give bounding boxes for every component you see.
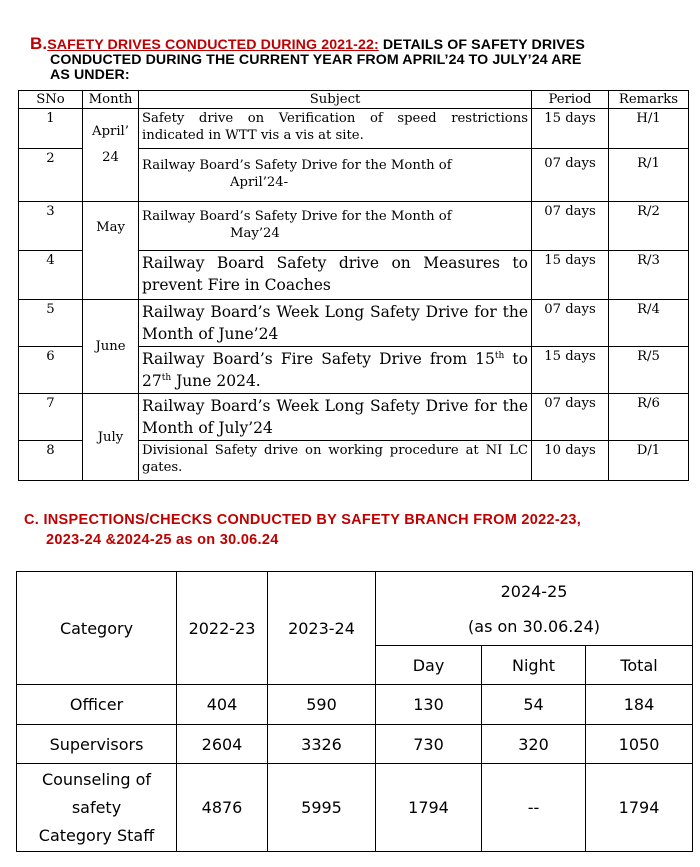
cell-sno: 6 (19, 347, 83, 394)
header-period: Period (532, 91, 609, 109)
subject-part: to 27 (142, 350, 528, 390)
table-row (19, 300, 689, 347)
section-c-title-line1: INSPECTIONS/CHECKS CONDUCTED BY SAFETY BRANCH FROM 2022-23, (39, 512, 582, 528)
table-row (17, 685, 693, 725)
table-row (19, 109, 689, 149)
section-c-title-line2: 2023-24 &2024-25 as on 30.06.24 (46, 532, 279, 548)
table-row (17, 764, 693, 852)
cell-subject: Railway Board’s Week Long Safety Drive for the Month of June’24 (139, 300, 532, 347)
section-b-letter: B. (30, 34, 48, 53)
table-header-row (17, 572, 693, 646)
section-b-title-line3: AS UNDER: (50, 67, 130, 83)
cell-sno: 3 (19, 202, 83, 251)
header-2023-24: 2023-24 (268, 572, 376, 685)
cell-subject (139, 202, 532, 251)
cell-2022-23: 404 (177, 685, 268, 725)
table-header-row (19, 91, 689, 109)
cell-period: 07 days (532, 202, 609, 251)
cell-period: 07 days (532, 300, 609, 347)
subject-part: Railway Board’s Fire Safety Drive from 15 (142, 350, 495, 368)
cell-period: 07 days (532, 394, 609, 441)
subject-sup: th (494, 350, 505, 361)
cell-period: 15 days (532, 109, 609, 149)
cell-period: 10 days (532, 441, 609, 481)
cell-subject: Divisional Safety drive on working procedure at NI LC gates. (139, 441, 532, 481)
section-c-letter: C. (24, 512, 40, 528)
header-2024-25-label: 2024-25 (500, 581, 568, 601)
cell-2022-23: 4876 (177, 764, 268, 852)
cell-period: 07 days (532, 149, 609, 202)
cell-remarks: R/3 (609, 251, 689, 300)
section-b-title-red: SAFETY DRIVES CONDUCTED DURING 2021-22: (47, 37, 379, 53)
cell-period: 15 days (532, 251, 609, 300)
cell-sno: 4 (19, 251, 83, 300)
header-as-on: (as on 30.06.24) (468, 616, 600, 636)
cell-2023-24: 3326 (268, 725, 376, 764)
cell-remarks: R/4 (609, 300, 689, 347)
cell-subject: Railway Board’s Week Long Safety Drive for the Month of July’24 (139, 394, 532, 441)
header-night: Night (482, 646, 586, 685)
header-total: Total (586, 646, 693, 685)
table-row (19, 149, 689, 202)
subject-sup: th (161, 372, 172, 383)
cell-category: Officer (17, 685, 177, 725)
cell-sno: 5 (19, 300, 83, 347)
subject-line: May’24 (230, 226, 280, 241)
subject-part: June 2024. (171, 372, 261, 390)
cell-remarks: H/1 (609, 109, 689, 149)
table-row (19, 394, 689, 441)
cell-period: 15 days (532, 347, 609, 394)
cell-month-may (83, 202, 139, 300)
cell-month-june: June (83, 300, 139, 394)
section-c-heading (24, 510, 684, 550)
inspections-table (16, 571, 693, 852)
cell-day: 130 (376, 685, 482, 725)
table-row (17, 725, 693, 764)
cell-night: -- (482, 764, 586, 852)
cell-remarks: R/1 (609, 149, 689, 202)
subject-line: Railway Board’s Safety Drive for the Month of (142, 209, 452, 224)
category-line: Counseling of (41, 769, 152, 789)
month-label: May (96, 219, 125, 235)
subject-line: Railway Board’s Safety Drive for the Month of (142, 158, 452, 173)
cell-category (17, 764, 177, 852)
cell-day: 1794 (376, 764, 482, 852)
cell-subject (139, 347, 532, 394)
cell-remarks: R/5 (609, 347, 689, 394)
header-subject: Subject (139, 91, 532, 109)
cell-subject: Safety drive on Verification of speed restrictions indicated in WTT vis a vis at site. (139, 109, 532, 149)
cell-sno: 8 (19, 441, 83, 481)
cell-day: 730 (376, 725, 482, 764)
cell-sno: 1 (19, 109, 83, 149)
category-line: safety (71, 797, 122, 817)
cell-night: 54 (482, 685, 586, 725)
cell-sno: 7 (19, 394, 83, 441)
cell-night: 320 (482, 725, 586, 764)
category-line: Category Staff (38, 825, 155, 845)
header-2024-25 (376, 572, 693, 646)
cell-2023-24: 5995 (268, 764, 376, 852)
cell-total: 1794 (586, 764, 693, 852)
cell-2022-23: 2604 (177, 725, 268, 764)
safety-drives-table (18, 90, 689, 481)
cell-month-july: July (83, 394, 139, 481)
header-sno: SNo (19, 91, 83, 109)
cell-category: Supervisors (17, 725, 177, 764)
cell-month-april: April’ (83, 109, 139, 149)
subject-line: April’24- (230, 175, 289, 190)
cell-remarks: R/2 (609, 202, 689, 251)
cell-subject: Railway Board Safety drive on Measures to prevent Fire in Coaches (139, 251, 532, 300)
header-day: Day (376, 646, 482, 685)
cell-remarks: R/6 (609, 394, 689, 441)
cell-sno: 2 (19, 149, 83, 202)
header-month: Month (83, 91, 139, 109)
cell-subject (139, 149, 532, 202)
section-b-title-line2: CONDUCTED DURING THE CURRENT YEAR FROM APRIL’24 TO JULY’24 ARE (50, 52, 582, 68)
header-category: Category (17, 572, 177, 685)
cell-month-april-year: 24 (83, 149, 139, 202)
cell-remarks: D/1 (609, 441, 689, 481)
header-remarks: Remarks (609, 91, 689, 109)
cell-total: 1050 (586, 725, 693, 764)
header-2022-23: 2022-23 (177, 572, 268, 685)
section-b-heading (30, 36, 700, 83)
table-row (19, 202, 689, 251)
cell-total: 184 (586, 685, 693, 725)
section-b-title-line1: DETAILS OF SAFETY DRIVES (378, 37, 585, 53)
cell-2023-24: 590 (268, 685, 376, 725)
